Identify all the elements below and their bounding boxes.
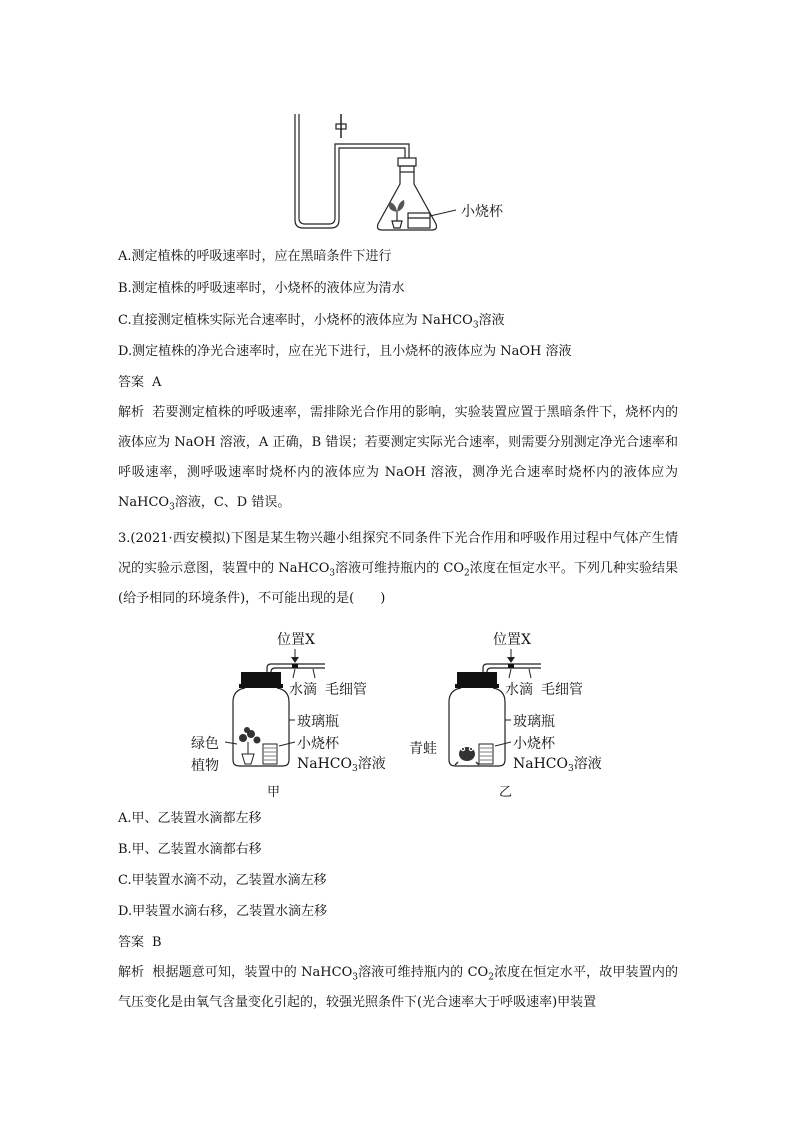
q3-option-c: C.甲装置水滴不动，乙装置水滴左移 bbox=[118, 873, 327, 888]
plant-label-line2: 植物 bbox=[191, 758, 219, 774]
subscript: 3 bbox=[169, 502, 175, 513]
q3-explanation-paragraph bbox=[118, 958, 678, 1018]
explanation-label: 解析 bbox=[118, 965, 145, 980]
stem-text: 浓度在恒定水平。下列几种实验结果(给予相同的环境条件)，不可能出现的是( ) bbox=[118, 561, 678, 606]
stem-text: 溶液可维持瓶内的 CO bbox=[335, 561, 465, 576]
subscript: 3 bbox=[352, 764, 358, 774]
position-x-label: 位置X bbox=[277, 632, 315, 648]
solution-suffix: 溶液 bbox=[573, 756, 602, 772]
explanation-paragraph bbox=[118, 398, 678, 518]
option-c-text: C.直接测定植株实际光合速率时，小烧杯的液体应为 NaHCO bbox=[118, 313, 473, 328]
answer-label: 答案 bbox=[118, 375, 145, 390]
stem-text: 3.(2021·西安模拟)下图是某生物兴趣小组探究不同条件下光合作用和呼吸作用过程中气体产生情况的实验示意图，装置中的 NaHCO bbox=[118, 531, 678, 576]
subscript: 3 bbox=[472, 320, 479, 331]
solution-label bbox=[513, 755, 602, 774]
option-d: D.测定植株的净光合速率时，应在光下进行，且小烧杯的液体应为 NaOH 溶液 bbox=[118, 344, 572, 359]
explanation-label: 解析 bbox=[118, 405, 145, 420]
subscript: 3 bbox=[568, 764, 574, 774]
option-c-suffix: 溶液 bbox=[478, 313, 505, 328]
solution-suffix: 溶液 bbox=[357, 756, 386, 772]
subscript: 2 bbox=[464, 568, 470, 579]
caption-yi: 乙 bbox=[499, 785, 513, 800]
beaker-label: 小烧杯 bbox=[297, 736, 339, 752]
explanation-text: 若要测定植株的呼吸速率，需排除光合作用的影响，实验装置应置于黑暗条件下，烧杯内的液体应为 NaOH 溶液，A 正确，B 错误；若要测定实际光合速率，则需要分别测定净光合速率和呼吸速率，测呼吸速率时烧杯内的液体应为 NaOH 溶液，测净光合速率时烧杯内的液体应为 NaHCO bbox=[118, 405, 678, 510]
flask-apparatus-figure bbox=[280, 108, 520, 238]
water-drop-label: 水滴 bbox=[505, 682, 533, 698]
apparatus-jia-figure bbox=[185, 630, 405, 800]
subscript: 3 bbox=[329, 568, 336, 579]
explanation-text: 溶液可维持瓶内的 CO bbox=[357, 965, 489, 980]
question-3-stem bbox=[118, 524, 678, 614]
solution-formula: NaHCO bbox=[297, 756, 352, 772]
caption-jia: 甲 bbox=[267, 785, 281, 800]
answer-value: A bbox=[152, 375, 162, 390]
q3-answer-line bbox=[118, 934, 678, 952]
explanation-text-end: 溶液，C、D 错误。 bbox=[174, 495, 291, 510]
apparatus-yi-figure bbox=[405, 630, 625, 800]
q3-option-d: D.甲装置水滴右移，乙装置水滴左移 bbox=[118, 904, 328, 919]
subscript: 2 bbox=[488, 972, 494, 983]
bottle-label: 玻璃瓶 bbox=[513, 714, 555, 730]
option-c bbox=[118, 312, 678, 330]
q3-option-b: B.甲、乙装置水滴都右移 bbox=[118, 842, 262, 857]
water-drop-label: 水滴 bbox=[289, 682, 317, 698]
beaker-label: 小烧杯 bbox=[461, 204, 503, 220]
plant-label-line1: 绿色 bbox=[191, 736, 219, 752]
answer-label: 答案 bbox=[118, 935, 145, 950]
position-x-label: 位置X bbox=[493, 632, 531, 648]
answer-line bbox=[118, 374, 678, 392]
capillary-label: 毛细管 bbox=[541, 682, 583, 698]
answer-value: B bbox=[152, 935, 162, 950]
q3-option-a: A.甲、乙装置水滴都左移 bbox=[118, 811, 262, 826]
bottle-label: 玻璃瓶 bbox=[297, 714, 339, 730]
frog-label: 青蛙 bbox=[409, 741, 437, 757]
solution-formula: NaHCO bbox=[513, 756, 568, 772]
solution-label bbox=[297, 755, 386, 774]
subscript: 3 bbox=[352, 972, 358, 983]
capillary-label: 毛细管 bbox=[325, 682, 367, 698]
explanation-text: 浓度在恒定水平，故甲装置内的气压变化是由氧气含量变化引起的，较强光照条件下(光合速率大于呼吸速率)甲装置 bbox=[118, 965, 678, 1010]
explanation-text: 根据题意可知，装置中的 NaHCO bbox=[152, 965, 353, 980]
option-b: B.测定植株的呼吸速率时，小烧杯的液体应为清水 bbox=[118, 281, 405, 296]
beaker-label: 小烧杯 bbox=[513, 736, 555, 752]
option-a: A.测定植株的呼吸速率时，应在黑暗条件下进行 bbox=[118, 249, 392, 264]
